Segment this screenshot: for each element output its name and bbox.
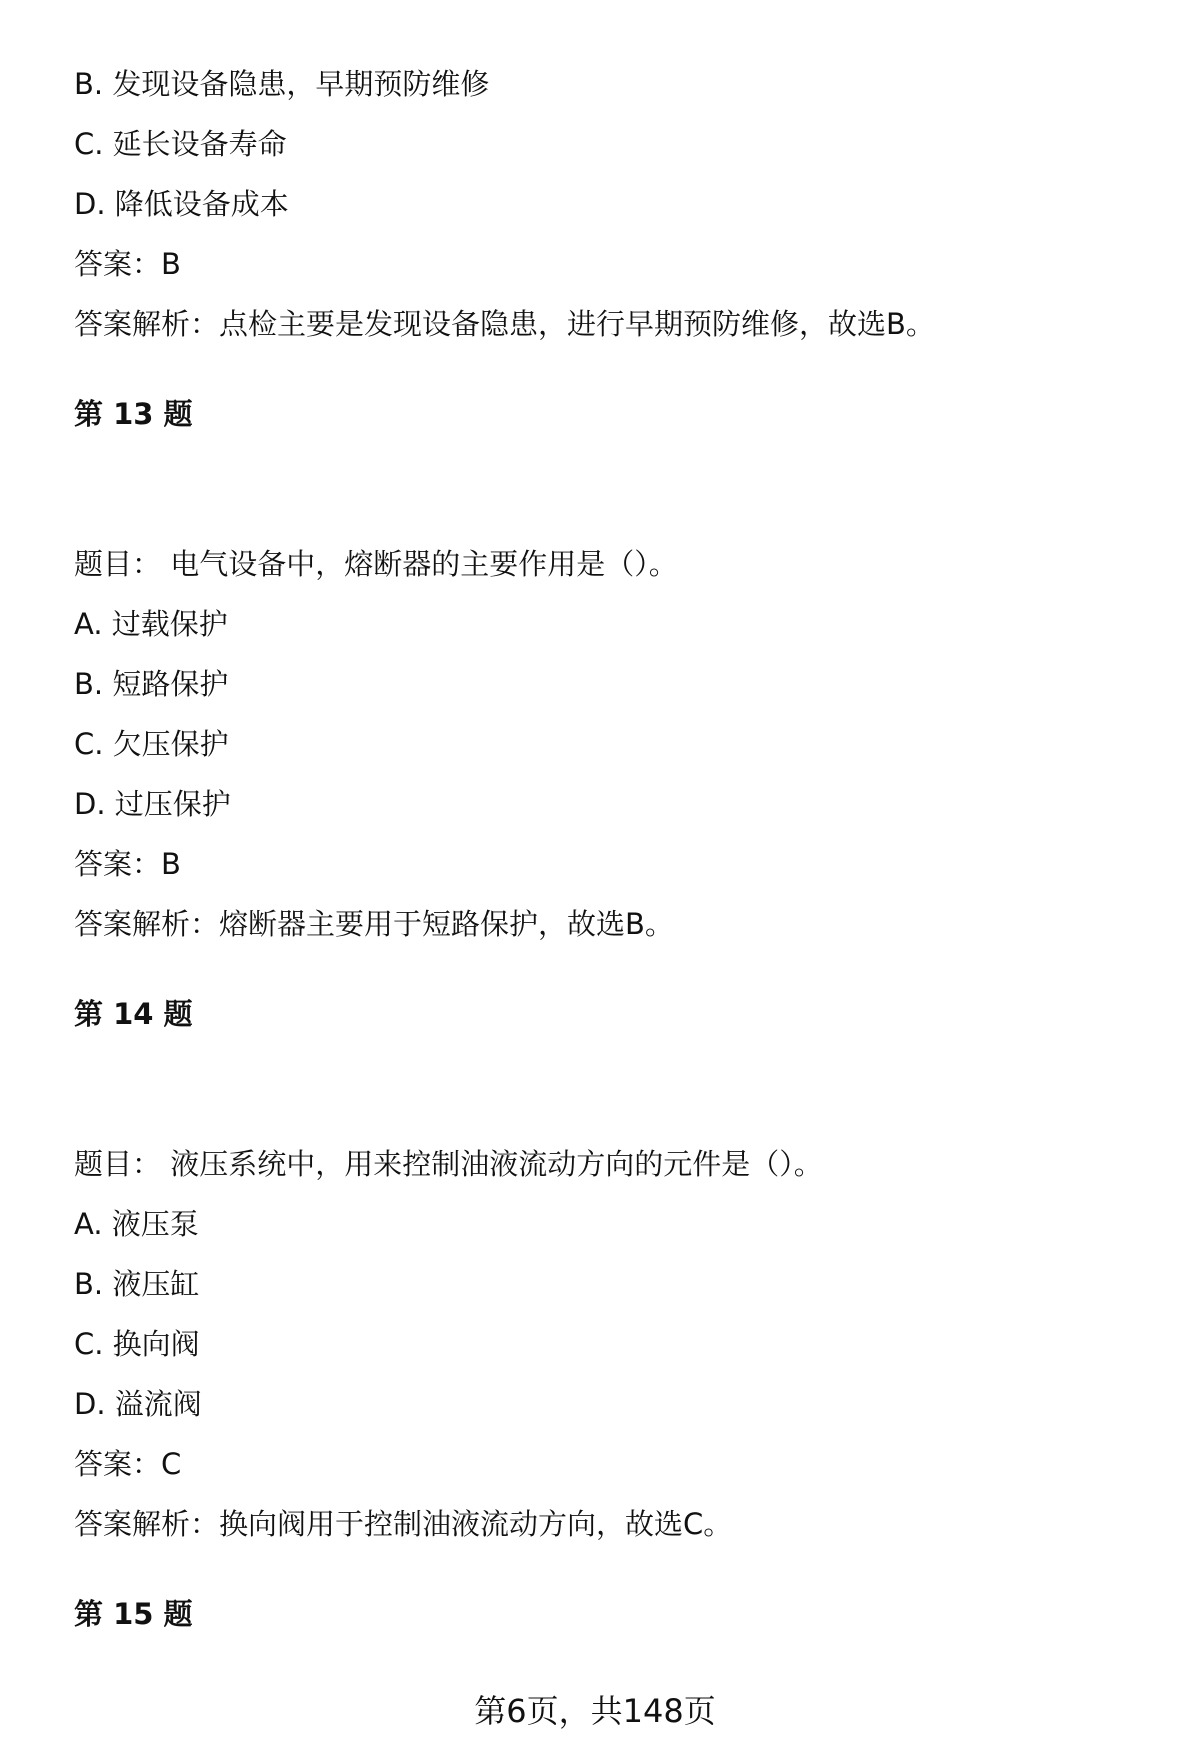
q12-option-c: C. 延长设备寿命 bbox=[74, 127, 287, 161]
q14-option-d: D. 溢流阀 bbox=[74, 1387, 202, 1421]
q14-question: 题目： 液压系统中，用来控制油液流动方向的元件是（）。 bbox=[74, 1147, 823, 1181]
q14-explanation: 答案解析：换向阀用于控制油液流动方向，故选C。 bbox=[74, 1507, 733, 1541]
q14-option-b: B. 液压缸 bbox=[74, 1267, 200, 1301]
q12-option-b: B. 发现设备隐患，早期预防维修 bbox=[74, 67, 490, 101]
q13-heading: 第 13 题 bbox=[74, 397, 193, 431]
q14-answer: 答案：C bbox=[74, 1447, 182, 1481]
q12-option-d: D. 降低设备成本 bbox=[74, 187, 289, 221]
q14-option-a: A. 液压泵 bbox=[74, 1207, 199, 1241]
q13-answer: 答案：B bbox=[74, 847, 181, 881]
q12-explanation: 答案解析：点检主要是发现设备隐患，进行早期预防维修，故选B。 bbox=[74, 307, 935, 341]
q13-option-d: D. 过压保护 bbox=[74, 787, 231, 821]
q12-answer: 答案：B bbox=[74, 247, 181, 281]
q14-heading: 第 14 题 bbox=[74, 997, 193, 1031]
q14-option-c: C. 换向阀 bbox=[74, 1327, 200, 1361]
q13-question: 题目： 电气设备中，熔断器的主要作用是（）。 bbox=[74, 547, 678, 581]
q15-heading: 第 15 题 bbox=[74, 1597, 193, 1631]
q13-option-a: A. 过载保护 bbox=[74, 607, 228, 641]
page-number: 第6页，共148页 bbox=[474, 1692, 716, 1730]
q13-option-b: B. 短路保护 bbox=[74, 667, 229, 701]
q13-option-c: C. 欠压保护 bbox=[74, 727, 229, 761]
q13-explanation: 答案解析：熔断器主要用于短路保护，故选B。 bbox=[74, 907, 674, 941]
